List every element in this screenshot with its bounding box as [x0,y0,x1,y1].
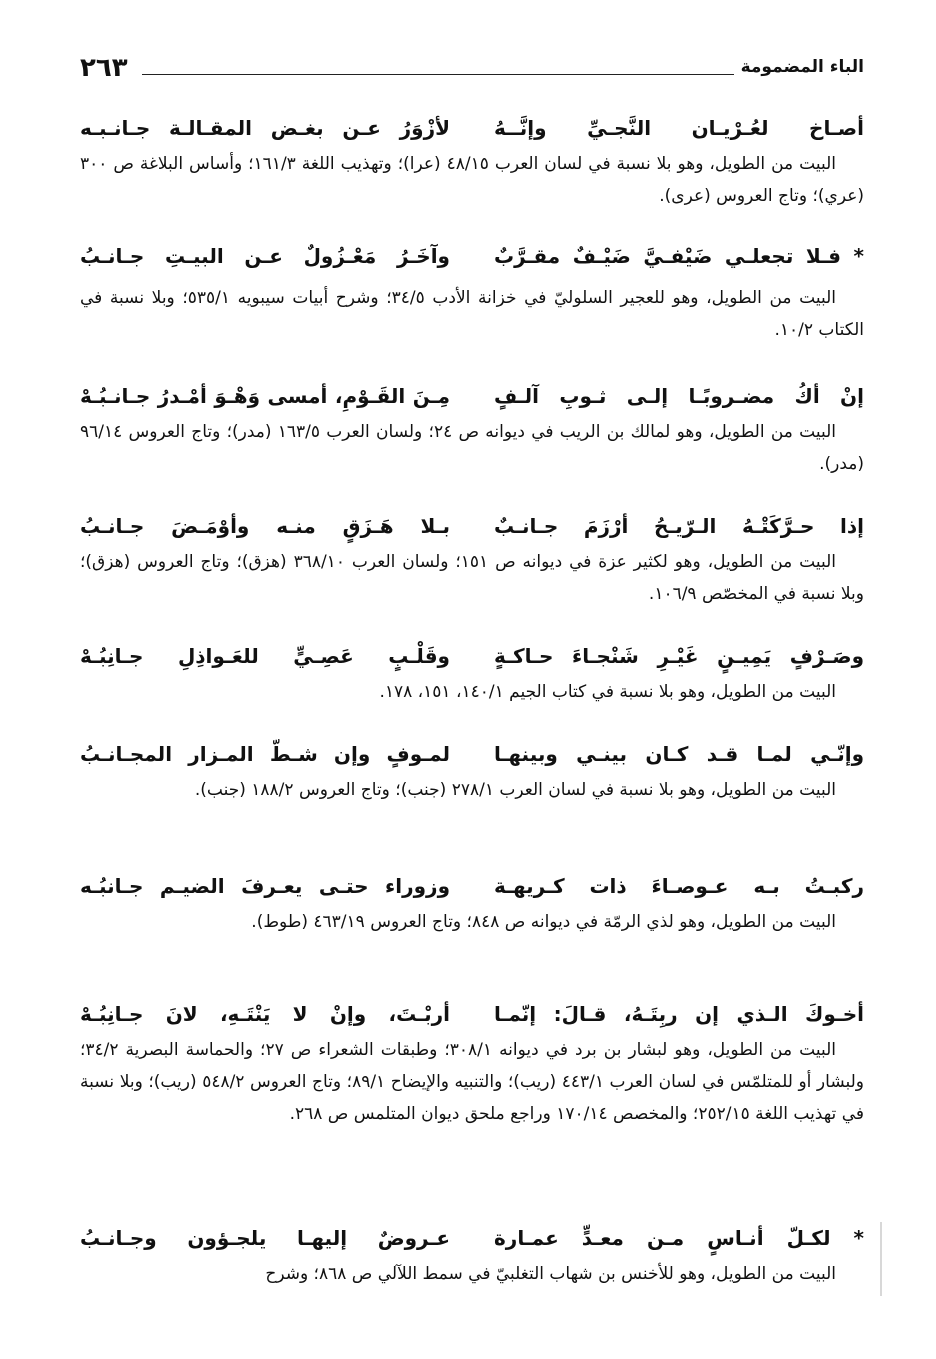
verse-note: البيت من الطويل، وهو للأخنس بن شهاب التغلبيّ في سمط اللآلي ص ٨٦٨؛ وشرح [265,1264,836,1284]
verse-line [80,236,864,276]
verse-entry [80,866,864,938]
second-hemistich: بـلا هَـزَقٍ منـه وأوْمَـضَ جـانـبُ [80,514,450,538]
second-hemistich: لمـوفٍ وإن شـطّ المـزار المجـانـبُ [80,742,450,766]
verse-note: البيت من الطويل، وهو لبشار بن برد في ديوانه ٣٠٨/١؛ وطبقات الشعراء ص ٢٧؛ والحماسة البصرية ٣٤/٢؛ ولبشار أو للمتلمّس في لسان العرب ٤٤٣/١ (ريب)؛ والتنبيه والإيضاح ٨٩/١؛ وتاج العروس ٥٤٨/٢ (ريب)؛ وبلا نسبة في تهذيب اللغة ٢٥٢/١٥؛ والمخصص ١٧٠/١٤ وراجع ملحق ديوان المتلمس ص ٢٦٨. [80,1040,864,1124]
second-hemistich: وزوراء حتـى يعـرفَ الضيـم جـانبُـه [80,874,450,898]
verse-note: البيت من الطويل، وهو لذي الرمّة في ديوانه ص ٨٤٨؛ وتاج العروس ٤٦٣/١٩ (طوط). [251,912,836,932]
first-hemistich: أصـاخ لعُـرْيـان النَّجـيِّ وإنَّــهُ [494,116,864,140]
second-hemistich: لأزْوَرُ عـن بغـض المقـالـة جـانـبـه [80,116,450,140]
verse-entry [80,636,864,708]
verse-entry [80,236,864,346]
first-hemistich: وصَـرْفٍ يَمِيـنٍ غَيْـرِ شَنْجـاءَ حـاكـةٍ [494,644,864,668]
verse-note: البيت من الطويل، وهو للعجير السلوليّ في خزانة الأدب ٣٤/٥؛ وشرح أبيات سيبويه ٥٣٥/١؛ وبلا نسبة في الكتاب ١٠/٢. [80,288,864,340]
second-hemistich: وآخَـرُ مَعْـزُولٌ عـن البيـتِ جـانـبُ [80,244,450,268]
verse-entry [80,1218,864,1290]
page-header [80,52,864,88]
verse-entry [80,108,864,212]
verse-line [80,636,864,676]
verse-line [80,108,864,148]
verse-line [80,734,864,774]
second-hemistich: عـروضٌ إليهـا يلجـؤون وجـانـبُ [80,1226,450,1250]
second-hemistich: مِـنَ القَـوْمِ، أمسى وَهْـوَ أمْـدرُ جـانـبُـهْ [80,384,450,408]
verse-note: البيت من الطويل، وهو لكثير عزة في ديوانه ص ١٥١؛ ولسان العرب ٣٦٨/١٠ (هزق)؛ وتاج العروس (هزق)؛ وبلا نسبة في المخصّص ١٠٦/٩. [80,552,864,604]
verse-note: البيت من الطويل، وهو بلا نسبة في لسان العرب ٢٧٨/١ (جنب)؛ وتاج العروس ١٨٨/٢ (جنب). [194,780,836,800]
first-hemistich: * فـلا تجعلـي ضَيْفـيَّ ضَيْـفٌ مقـرَّبٌ [494,244,864,268]
verse-entry [80,994,864,1130]
second-hemistich: أربْـتَ، وإنْ لا يَنْتَـهِ، لانَ جـانِبُـهْ [80,1002,450,1026]
verse-line [80,994,864,1034]
header-rule [142,74,734,75]
verse-line [80,506,864,546]
first-hemistich: وإنّـي لمـا قـد كـان بينـي وبينهـا [494,742,864,766]
verse-entry [80,376,864,480]
first-hemistich: ركبـتُ بـه عـوصـاءَ ذات كـريهـة [494,874,864,898]
first-hemistich: إنْ أكُ مضـروبًـا إلـى ثـوبِ آلـفٍ [494,384,864,408]
verse-note: البيت من الطويل، وهو لمالك بن الريب في ديوانه ص ٢٤؛ ولسان العرب ١٦٣/٥ (مدر)؛ وتاج العروس ٩٦/١٤ (مدر). [80,422,864,474]
verse-entry [80,734,864,806]
verse-entry [80,506,864,610]
first-hemistich: * لكـلّ أنـاسٍ مـن معـدٍّ عمـارة [494,1226,864,1250]
running-title: الباء المضمومة [740,57,864,77]
verse-line [80,1218,864,1258]
verse-note: البيت من الطويل، وهو بلا نسبة في لسان العرب ٤٨/١٥ (عرا)؛ وتهذيب اللغة ١٦١/٣؛ وأساس البلاغة ص ٣٠٠ (عري)؛ وتاج العروس (عرى). [80,154,864,206]
verse-note: البيت من الطويل، وهو بلا نسبة في كتاب الجيم ١٤٠/١، ١٥١، ١٧٨. [379,682,836,702]
verse-line [80,376,864,416]
scan-edge-mark [880,1222,882,1296]
first-hemistich: إذا حـرَّكَتْـهُ الـرّيـحُ أرْزَمَ جـانـبٌ [494,514,864,538]
page-number: ٢٦٣ [80,53,128,83]
second-hemistich: وقَلْـبٍ عَصِـيٍّ للعَـواذِلِ جـانِبُـهْ [80,644,450,668]
first-hemistich: أخـوكَ الـذي إن ربِتَـهُ، قـالَ: إنّمـا [494,1002,864,1026]
verse-line [80,866,864,906]
